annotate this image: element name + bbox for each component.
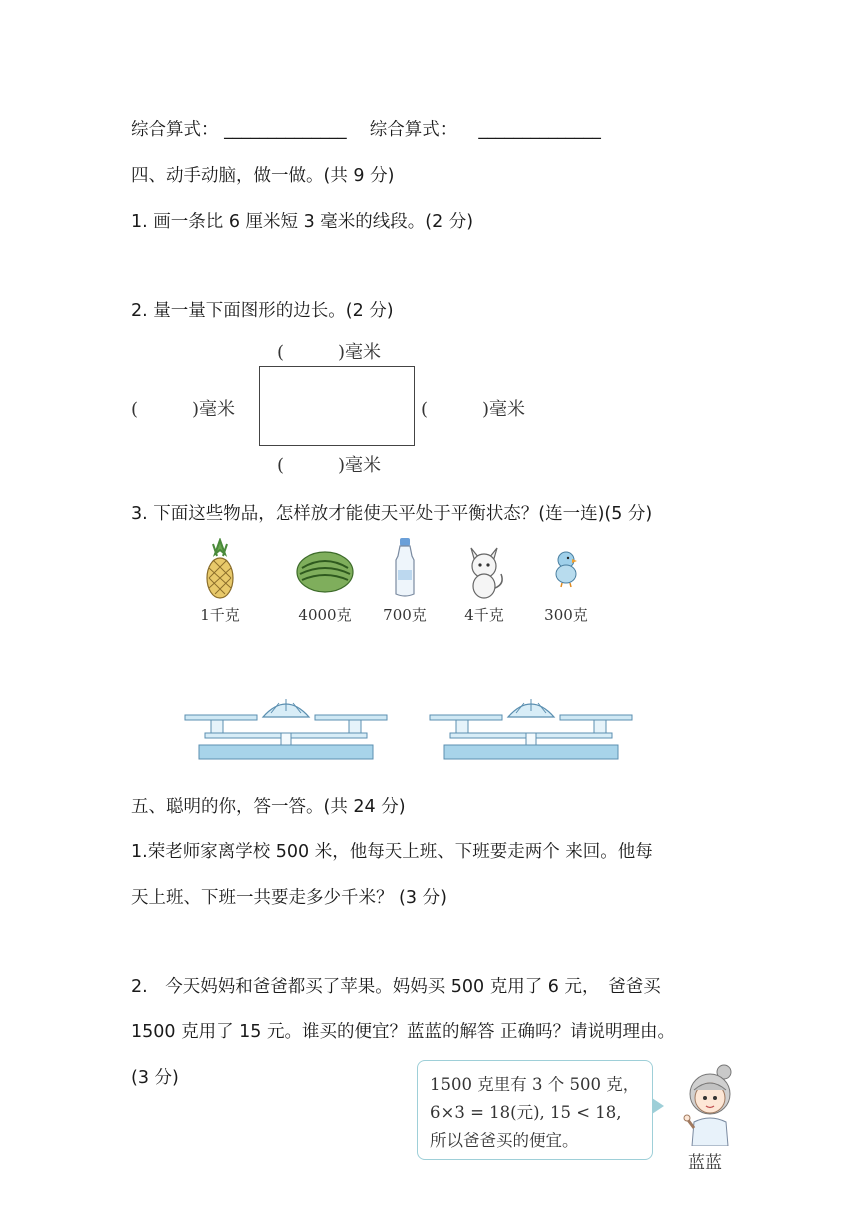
- bubble-line-1: 1500 克里有 3 个 500 克，: [430, 1075, 640, 1094]
- character-name: 蓝蓝: [688, 1153, 722, 1173]
- rect-left-label: ( )毫米: [131, 399, 236, 420]
- balance-scale-left: [183, 693, 389, 763]
- rect-top-label: ( )毫米: [277, 342, 382, 363]
- section5-question-2-line-1: 2. 今天妈妈和爸爸都买了苹果。妈妈买 500 克用了 6 元， 爸爸买: [131, 977, 661, 997]
- item-label-pineapple: 1千克: [200, 606, 240, 624]
- bubble-line-2: 6×3 = 18(元), 15 < 18,: [430, 1103, 622, 1122]
- formula-right-label: 综合算式：: [369, 120, 458, 140]
- milk-bottle-icon: [370, 536, 440, 604]
- section5-heading: 五、聪明的你，答一答。(共 24 分): [131, 797, 406, 817]
- measure-rectangle: [259, 366, 415, 446]
- formula-left-label: 综合算式：: [131, 120, 219, 140]
- chick-icon: [531, 544, 601, 598]
- bubble-line-3: 所以爸爸买的便宜。: [430, 1131, 579, 1150]
- item-label-cat: 4千克: [464, 606, 504, 624]
- section5-question-2-line-2: 1500 克用了 15 元。谁买的便宜？蓝蓝的解答 正确吗？请说明理由。: [131, 1022, 676, 1042]
- section4-question-2: 2. 量一量下面图形的边长。(2 分): [131, 301, 394, 321]
- section5-question-2-line-3: (3 分): [131, 1068, 179, 1088]
- section5-question-1-line-1: 1.荣老师家离学校 500 米，他每天上班、下班要走两个 来回。他每: [131, 842, 653, 862]
- balance-scale-right: [428, 693, 634, 763]
- section4-question-3: 3. 下面这些物品，怎样放才能使天平处于平衡状态？(连一连)(5 分): [131, 504, 653, 524]
- section5-question-1-line-2: 天上班、下班一共要走多少千米？ (3 分): [131, 888, 447, 908]
- pineapple-icon: [185, 538, 255, 604]
- cat-icon: [449, 538, 519, 604]
- rect-bottom-label: ( )毫米: [277, 455, 382, 476]
- girl-character-icon: [674, 1062, 746, 1146]
- section4-question-1: 1. 画一条比 6 厘米短 3 毫米的线段。(2 分): [131, 212, 474, 232]
- speech-bubble: [417, 1060, 653, 1160]
- section4-heading: 四、动手动脑，做一做。(共 9 分): [131, 166, 395, 186]
- item-label-chick: 300克: [544, 606, 588, 624]
- item-label-watermelon: 4000克: [298, 606, 352, 624]
- bubble-tail: [652, 1098, 664, 1114]
- item-label-milk: 700克: [383, 606, 427, 624]
- formula-left-blank[interactable]: ______________: [224, 120, 347, 140]
- formula-right-blank[interactable]: ______________: [478, 120, 601, 140]
- rect-right-label: ( )毫米: [421, 399, 526, 420]
- formula-row: [131, 116, 601, 141]
- watermelon-icon: [290, 538, 360, 604]
